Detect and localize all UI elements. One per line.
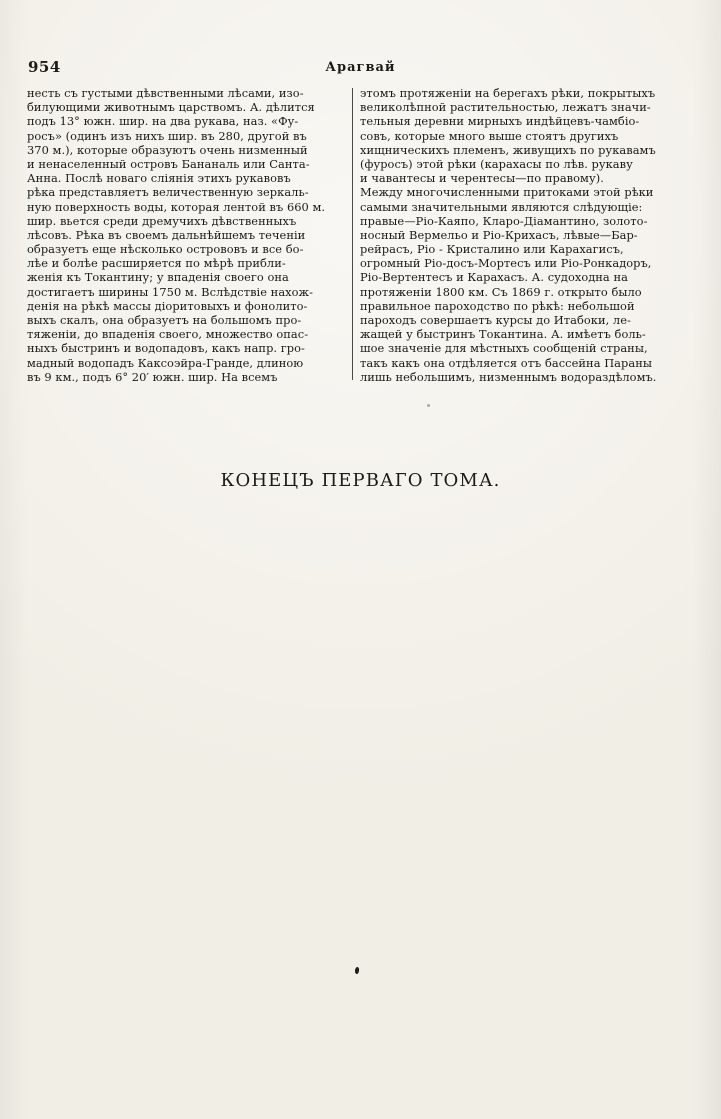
left-column-line: лѣе и болѣе расширяется по мѣрѣ прибли- [27,256,286,271]
right-column-line: совъ, которые много выше стоятъ другихъ [360,128,619,143]
left-column-line: несть съ густыми дѣвственными лѣсами, изо- [27,86,304,100]
left-column-line: билующими животнымъ царствомъ. А. дѣлится [27,100,315,115]
right-column-line: протяженіи 1800 км. Съ 1869 г. открыто было [360,284,642,299]
right-column-line: такъ какъ она отдѣляется отъ бассейна Параны [360,355,652,370]
right-column-line: тельныя деревни мирныхъ индѣйцевъ-чамбіо- [360,114,640,129]
left-column-line: тяженіи, до впаденія своего, множество опас- [27,327,309,342]
left-column-line: росъ» (одинъ изъ нихъ шир. въ 280, другой въ [27,128,307,143]
column-divider [352,88,353,380]
left-column-line: выхъ скалъ, она образуетъ на большомъ про- [27,313,302,327]
right-text-column [360,86,693,384]
right-column-line: Между многочисленными притоками этой рѣки [360,185,654,200]
paper-speck-mark [427,404,430,407]
left-column-line: подъ 13° южн. шир. на два рукава, наз. «Фу- [27,114,299,129]
right-column-line: огромный Ріо-досъ-Мортесъ или Ріо-Ронкадоръ, [360,256,652,271]
left-column-line: лѣсовъ. Рѣка въ своемъ дальнѣйшемъ теченіи [27,227,306,242]
right-column-line: и чавантесы и черентесы—по правому). [360,171,604,186]
left-column-line: ную поверхность воды, которая лентой въ 660 м. [27,199,326,214]
left-column-line: рѣка представляетъ величественную зеркаль- [27,185,309,200]
right-column-line: (фуросъ) этой рѣки (карахасы по лѣв. рукаву [360,156,633,171]
right-column-line: этомъ протяженіи на берегахъ рѣки, покрытыхъ [360,86,656,100]
right-column-line: жащей у быстринъ Токантина. А. имѣетъ боль- [360,327,646,342]
right-column-line: рейрасъ, Ріо - Кристалино или Карахагисъ, [360,242,624,257]
right-column-line: лишь небольшимъ, низменнымъ водораздѣломъ. [360,369,657,384]
left-column-line: женія къ Токантину; у впаденія своего она [27,270,289,285]
left-column-line: въ 9 км., подъ 6° 20′ южн. шир. На всемъ [27,369,278,384]
running-header: Арагвай [325,60,396,75]
left-column-line: шир. вьется среди дремучихъ дѣвственныхъ [27,213,297,228]
right-column-line: правильное пароходство по рѣкѣ: небольшой [360,298,635,313]
right-column-line: правые—Ріо-Каяпо, Кларо-Діамантино, золото- [360,213,648,228]
right-column-line: шое значеніе для мѣстныхъ сообщеній страны, [360,341,648,356]
volume-end-title: КОНЕЦЪ ПЕРВАГО ТОМА. [220,470,501,491]
left-column-line: Анна. Послѣ новаго сліянія этихъ рукавовъ [27,171,291,186]
left-column-line: 370 м.), которые образуютъ очень низменный [27,142,308,157]
ink-dot-mark [354,967,359,975]
right-column-line: Ріо-Вертентесъ и Карахасъ. А. судоходна на [360,270,628,285]
right-column-line: самыми значительными являются слѣдующіе: [360,199,643,214]
left-column-line: мадный водопадъ Каксоэйра-Гранде, длиною [27,355,304,370]
right-column-line: хищническихъ племенъ, живущихъ по рукавамъ [360,142,656,157]
left-column-line: достигаетъ ширины 1750 м. Вслѣдствіе нахож- [27,284,313,299]
page-number: 954 [28,58,61,76]
left-column-line: и ненаселенный островъ Бананаль или Санта- [27,156,310,171]
left-column-line: денія на рѣкѣ массы діоритовыхъ и фонолито- [27,298,308,313]
left-column-line: образуетъ еще нѣсколько острововъ и все бо- [27,242,304,257]
left-column-line: ныхъ быстринъ и водопадовъ, какъ напр. гро- [27,341,305,356]
right-column-line: носный Вермельо и Ріо-Крихасъ, лѣвые—Бар- [360,227,638,242]
right-column-line: пароходъ совершаетъ курсы до Итабоки, ле- [360,313,631,327]
left-text-column [27,86,348,384]
right-column-line: великолѣпной растительностью, лежатъ значи- [360,100,651,115]
